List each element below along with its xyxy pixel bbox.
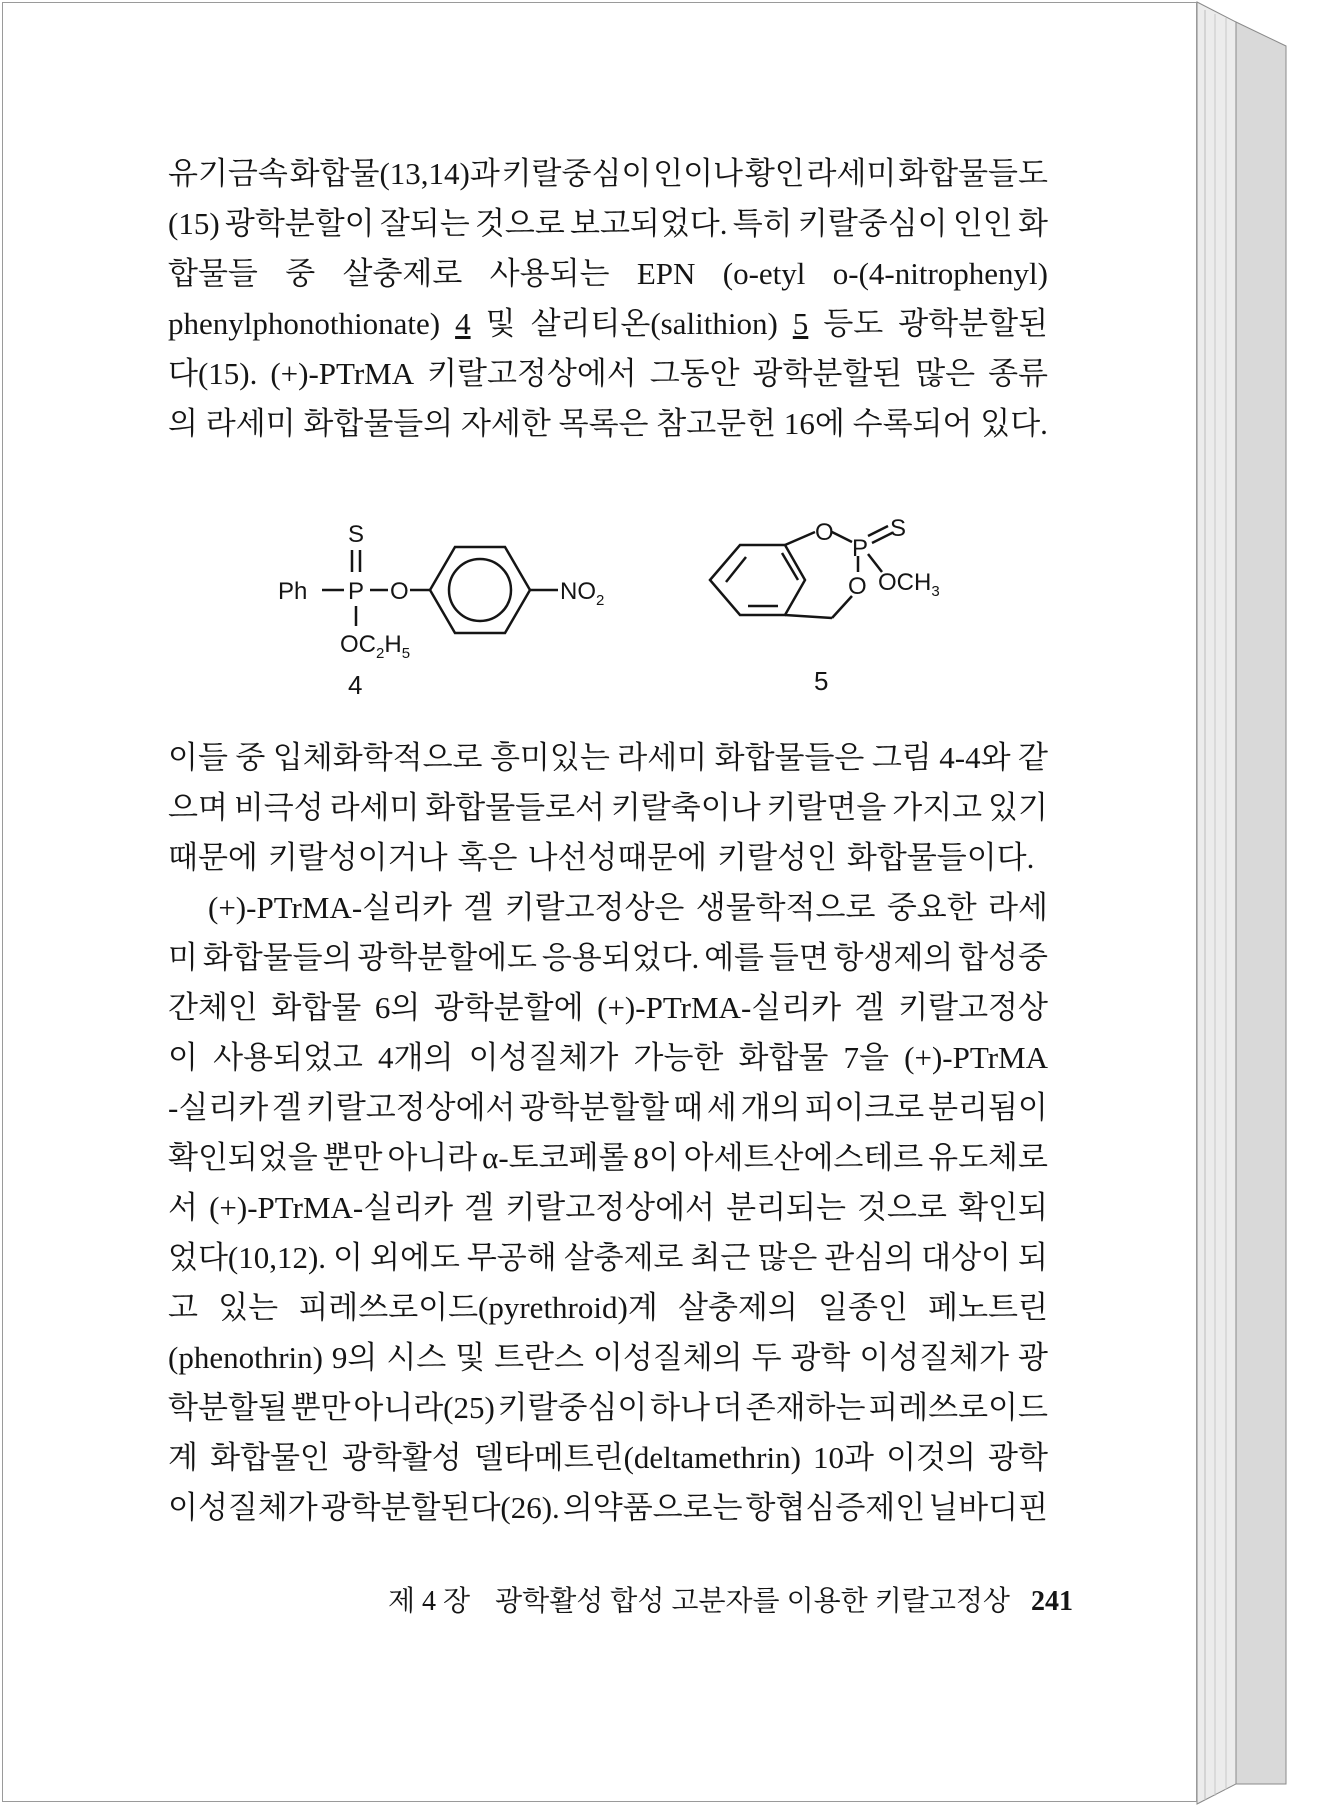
text-line bbox=[168, 300, 1048, 348]
text-line bbox=[168, 1484, 1048, 1532]
word: 겔 bbox=[464, 1190, 495, 1225]
p-s-bond-b bbox=[872, 533, 892, 543]
word: 세 bbox=[706, 1090, 737, 1125]
word: 화합물인 bbox=[210, 1440, 330, 1475]
word: 살충제의 bbox=[678, 1290, 798, 1325]
word: 흥미있는 bbox=[489, 740, 610, 775]
word: 것으로 bbox=[857, 1190, 947, 1225]
word: phenylphonothionate) bbox=[168, 306, 441, 341]
word: 뿐만 bbox=[322, 1140, 383, 1175]
word: 아니라(25) bbox=[353, 1390, 495, 1425]
word: 라세미 bbox=[329, 790, 420, 825]
word: (+)-PTrMA-실리카 bbox=[208, 890, 452, 925]
chapter-title: 광학활성 합성 고분자를 이용한 키랄고정상 bbox=[495, 1586, 1010, 1617]
word: 라세미 bbox=[806, 156, 897, 191]
word: 및 bbox=[455, 1340, 486, 1375]
atom-s: S bbox=[890, 515, 907, 542]
structures-svg bbox=[270, 500, 1010, 720]
word: 키랄성이거나 bbox=[267, 840, 448, 875]
atom-o-top: O bbox=[815, 519, 834, 546]
word: 키랄면을 bbox=[766, 790, 887, 825]
word: 되 bbox=[1017, 1240, 1048, 1275]
word: 간체인 bbox=[168, 990, 258, 1025]
word: 화합물들의 bbox=[303, 406, 454, 441]
word: 입체화학적으로 bbox=[272, 740, 483, 775]
word: 살충제로 bbox=[342, 256, 463, 291]
word: 화합물들은 bbox=[714, 740, 865, 775]
atom-p: P bbox=[852, 535, 869, 562]
text-line bbox=[168, 200, 1048, 248]
word: 피레쓰로이드 bbox=[868, 1390, 1048, 1425]
word: 특히 bbox=[732, 206, 793, 241]
word: 자세한 bbox=[460, 406, 551, 441]
text-line bbox=[168, 1084, 1048, 1132]
word: 겔 bbox=[463, 890, 494, 925]
word: 참고문헌 bbox=[656, 406, 777, 441]
chemical-structures-figure bbox=[270, 500, 1010, 720]
word: 가능한 bbox=[633, 1040, 724, 1075]
compound-ref-9: 9의 bbox=[331, 1340, 378, 1375]
word: (+)-PTrMA-실리카 bbox=[597, 990, 842, 1025]
word: 트란스 bbox=[494, 1340, 584, 1375]
word: 화합물 bbox=[271, 990, 362, 1025]
atom-oc2h5: $OC_2H_5$ bbox=[340, 631, 411, 662]
word: 등도 bbox=[823, 306, 884, 341]
word: 피이크로 bbox=[804, 1090, 925, 1125]
compound-ref-7: 7을 bbox=[843, 1040, 889, 1075]
word: 혹은 bbox=[457, 840, 518, 875]
text-line bbox=[168, 984, 1048, 1032]
word: 항협심증제인 bbox=[745, 1490, 926, 1525]
text-line bbox=[168, 1384, 1048, 1432]
word: 이성질체가 bbox=[859, 1340, 1010, 1375]
word: 보고되었다. bbox=[570, 206, 728, 241]
word: 외에도 bbox=[370, 1240, 460, 1275]
text-line bbox=[168, 934, 1048, 982]
word: 때문에 bbox=[168, 840, 258, 875]
word: EPN bbox=[636, 256, 696, 291]
word: 이성질체의 bbox=[592, 1340, 743, 1375]
word: 종류 bbox=[988, 356, 1048, 391]
compound-ref-4: 4 bbox=[455, 306, 471, 341]
word: 일종인 bbox=[818, 1290, 908, 1325]
word: 키랄중심이 bbox=[501, 156, 652, 191]
word: 이들 bbox=[168, 740, 228, 775]
word: 이성질체가 bbox=[468, 1040, 619, 1075]
word: 다(15). bbox=[168, 356, 258, 391]
word: 으며 bbox=[168, 790, 228, 825]
o-p-bond bbox=[832, 532, 852, 542]
word: 4개의 bbox=[378, 1040, 454, 1075]
word: 분리되는 bbox=[726, 1190, 846, 1225]
word: 아니라 bbox=[387, 1140, 478, 1175]
word: 광학 bbox=[790, 1340, 851, 1375]
word: 때 bbox=[672, 1090, 703, 1125]
word: 비극성 bbox=[233, 790, 324, 825]
word: 이성질체가 bbox=[168, 1490, 318, 1525]
word: 응용되었다. bbox=[541, 940, 700, 975]
word: 생물학적으로 bbox=[695, 890, 876, 925]
compound-5-labels bbox=[814, 515, 940, 696]
word: 학분할될 bbox=[168, 1390, 288, 1425]
word: 키랄고정상 bbox=[898, 990, 1048, 1025]
word: 광학분할에도 bbox=[357, 940, 537, 975]
benzo-ring bbox=[710, 545, 805, 615]
compound-5-label: 5 bbox=[814, 666, 829, 696]
word: 대상이 bbox=[921, 1240, 1011, 1275]
word: 개의 bbox=[740, 1090, 801, 1125]
word: 하나 bbox=[650, 1390, 711, 1425]
word: 항생제의 bbox=[833, 940, 954, 975]
word: 키랄성인 bbox=[717, 840, 837, 875]
word: 두 bbox=[751, 1340, 782, 1375]
word: 화합물들도 bbox=[898, 156, 1048, 191]
word: 잘되는 bbox=[379, 206, 470, 241]
word: 및 bbox=[485, 306, 516, 341]
word: 델타메트린(deltamethrin) bbox=[473, 1440, 801, 1475]
word: 사용되는 bbox=[489, 256, 610, 291]
word: 키랄고정상에서 bbox=[305, 1090, 516, 1125]
word: 최근 bbox=[690, 1240, 751, 1275]
word: 유도체로 bbox=[928, 1140, 1048, 1175]
atom-p: P bbox=[348, 578, 365, 605]
text-line bbox=[168, 1334, 1048, 1382]
word: 목록은 bbox=[558, 406, 649, 441]
word: o-(4-nitrophenyl) bbox=[832, 256, 1048, 291]
text-line bbox=[168, 834, 1048, 882]
word: 확인되 bbox=[958, 1190, 1048, 1225]
text-line bbox=[168, 250, 1048, 298]
word: 뿐만 bbox=[290, 1390, 351, 1425]
word: 광학분할할 bbox=[519, 1090, 670, 1125]
word: 들면 bbox=[768, 940, 829, 975]
word: 광학분할된다(26). bbox=[320, 1490, 560, 1525]
word: 많은 bbox=[757, 1240, 818, 1275]
paragraph-3 bbox=[168, 884, 1048, 1544]
word: 라세 bbox=[988, 890, 1048, 925]
word: 피레쓰로이드(pyrethroid)계 bbox=[298, 1290, 658, 1325]
atom-o: O bbox=[390, 578, 409, 605]
word: 광학활성 bbox=[341, 1440, 462, 1475]
word: 가지고 bbox=[892, 790, 983, 825]
chapter-label: 제 4 장 bbox=[388, 1586, 471, 1617]
paragraph-1 bbox=[168, 150, 1048, 450]
text-line bbox=[168, 784, 1048, 832]
word: 화합물들의 bbox=[202, 940, 353, 975]
compound-ref-5: 5 bbox=[792, 306, 809, 341]
word: 의 bbox=[168, 406, 198, 441]
atom-och3: $OCH_3$ bbox=[878, 569, 940, 600]
page-footer bbox=[388, 1580, 1073, 1624]
paragraph-2 bbox=[168, 734, 1048, 884]
compound-ref-10: 10과 bbox=[813, 1440, 874, 1475]
word: (+)-PTrMA-실리카 bbox=[209, 1190, 454, 1225]
word: α-토코페롤 bbox=[482, 1140, 629, 1175]
word: 사용되었고 bbox=[213, 1040, 363, 1075]
word: 키랄중심이 bbox=[497, 1390, 648, 1425]
word: 있다. bbox=[980, 406, 1048, 441]
text-line bbox=[168, 734, 1048, 782]
word: 분리됨이 bbox=[928, 1090, 1048, 1125]
word: (+)-PTrMA bbox=[904, 1040, 1048, 1075]
word: 키랄고정상에서 bbox=[427, 356, 637, 391]
word: 중요한 bbox=[886, 890, 977, 925]
word: 확인되었을 bbox=[168, 1140, 318, 1175]
word: -실리카 bbox=[168, 1090, 269, 1125]
text-line bbox=[168, 350, 1048, 398]
word: 키랄고정상에서 bbox=[505, 1190, 715, 1225]
word: (phenothrin) bbox=[168, 1340, 323, 1375]
word: 관심의 bbox=[824, 1240, 915, 1275]
word: 화합물(13,14)과 bbox=[289, 156, 500, 191]
text-line bbox=[168, 1234, 1048, 1282]
word: 광학분할된 bbox=[898, 306, 1048, 341]
word: 합성중 bbox=[958, 940, 1048, 975]
word: 수록되어 bbox=[852, 406, 973, 441]
ch2-ring-bond bbox=[785, 615, 832, 618]
atom-s: S bbox=[348, 521, 365, 548]
word: 고 bbox=[168, 1290, 198, 1325]
word: 많은 bbox=[915, 356, 976, 391]
word: 있기 bbox=[988, 790, 1048, 825]
word: 키랄중심이 bbox=[797, 206, 948, 241]
word: 더 bbox=[712, 1390, 743, 1425]
word: 4-4와 bbox=[939, 740, 1011, 775]
word: 그림 bbox=[871, 740, 932, 775]
word: 무공해 bbox=[466, 1240, 557, 1275]
word: 광학분할된 bbox=[752, 356, 903, 391]
text-line bbox=[168, 1034, 1048, 1082]
text-line bbox=[168, 884, 1048, 932]
word: 아세트산에스테르 bbox=[683, 1140, 924, 1175]
word: (15) bbox=[168, 206, 220, 241]
word: 인인 bbox=[952, 206, 1013, 241]
word: 라세미 bbox=[205, 406, 296, 441]
text-line bbox=[168, 150, 1048, 198]
word: 것으로 bbox=[474, 206, 565, 241]
word: 중 bbox=[285, 256, 316, 291]
word: 화합물들이다. bbox=[846, 840, 1035, 875]
word: 시스 bbox=[386, 1340, 447, 1375]
word: 황인 bbox=[744, 156, 805, 191]
word: 살리티온(salithion) bbox=[530, 306, 778, 341]
word: 같 bbox=[1018, 740, 1048, 775]
text-line bbox=[168, 1134, 1048, 1182]
word: 이것의 bbox=[886, 1440, 976, 1475]
aromatic-circle bbox=[449, 559, 511, 621]
page-number: 241 bbox=[1030, 1586, 1073, 1617]
word: 존재하는 bbox=[745, 1390, 866, 1425]
atom-no2: $NO_2$ bbox=[560, 578, 605, 609]
word: 예를 bbox=[704, 940, 765, 975]
word: 키랄축이나 bbox=[610, 790, 761, 825]
word: 화 bbox=[1017, 206, 1048, 241]
word: 광학분할에 bbox=[433, 990, 584, 1025]
word: 유기금속 bbox=[168, 156, 288, 191]
word: 라세미 bbox=[617, 740, 708, 775]
word: 광 bbox=[1018, 1340, 1048, 1375]
word: 광학 bbox=[988, 1440, 1048, 1475]
benzo-double-1 bbox=[726, 557, 746, 582]
word: 16에 bbox=[783, 406, 845, 441]
word: 겔 bbox=[272, 1090, 302, 1125]
compound-ref-8: 8이 bbox=[633, 1140, 679, 1175]
text-line bbox=[168, 1434, 1048, 1482]
word: (+)-PTrMA bbox=[270, 356, 415, 391]
word: 화합물 bbox=[738, 1040, 829, 1075]
text-line bbox=[168, 1184, 1048, 1232]
word: 이 bbox=[333, 1240, 363, 1275]
word: 살충제로 bbox=[563, 1240, 684, 1275]
word: 의약품으로는 bbox=[562, 1490, 743, 1525]
word: 그동안 bbox=[649, 356, 740, 391]
p-s-bond-a bbox=[868, 526, 888, 536]
benzo-double-3 bbox=[782, 553, 798, 580]
word: 계 bbox=[168, 1440, 198, 1475]
word: 미 bbox=[168, 940, 198, 975]
word: 닐바디핀 bbox=[928, 1490, 1048, 1525]
word: 이 bbox=[168, 1040, 198, 1075]
word: (o-etyl bbox=[722, 256, 806, 291]
text-line bbox=[168, 1284, 1048, 1332]
word: 페노트린 bbox=[928, 1290, 1048, 1325]
word: 나선성때문에 bbox=[527, 840, 708, 875]
atom-o-bottom: O bbox=[848, 573, 867, 600]
word: 화합물들로서 bbox=[425, 790, 605, 825]
word: 합물들 bbox=[168, 256, 258, 291]
compound-4-label: 4 bbox=[348, 670, 363, 700]
word: 서 bbox=[168, 1190, 198, 1225]
word: 있는 bbox=[218, 1290, 279, 1325]
word: 인이나 bbox=[653, 156, 743, 191]
text-line bbox=[168, 400, 1048, 448]
word: 광학분할이 bbox=[224, 206, 375, 241]
compound-ref-6: 6의 bbox=[374, 990, 421, 1025]
word: 키랄고정상은 bbox=[504, 890, 685, 925]
word: 중 bbox=[235, 740, 266, 775]
ring-o-top-bond bbox=[785, 532, 815, 545]
atom-ph: Ph bbox=[278, 578, 308, 605]
word: 겔 bbox=[854, 990, 885, 1025]
word: 었다(10,12). bbox=[168, 1240, 327, 1275]
